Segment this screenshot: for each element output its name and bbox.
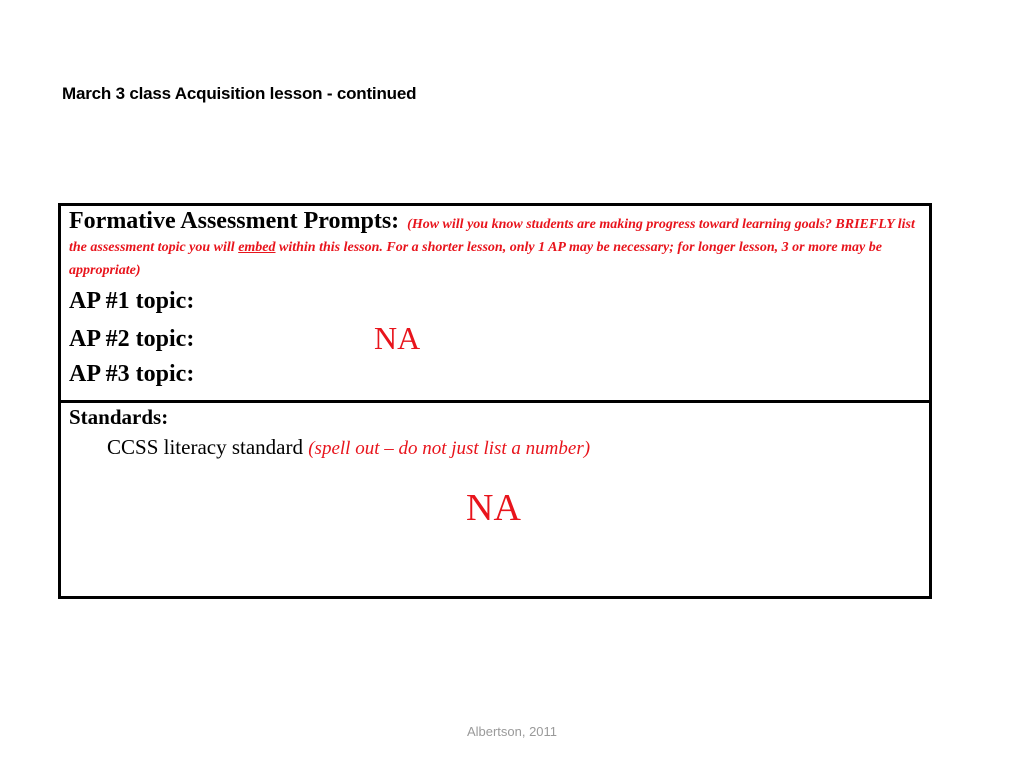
slide-title: March 3 class Acquisition lesson - continued [62,84,417,103]
ccss-standard-line [107,435,590,460]
ap2-topic-label: AP #2 topic: [69,326,195,352]
standards-cell [61,403,929,596]
ap-answer-na: NA [374,320,421,356]
formative-assessment-cell [61,206,929,403]
ccss-standard-note: (spell out – do not just list a number) [308,438,591,459]
ccss-standard-label: CCSS literacy standard [107,435,303,459]
instructions-embed-word: embed [238,240,276,255]
instructions-text-2: within this lesson. For a shorter lesson, only 1 AP may be necessary; for longer lesson, 3 or more may be appropriate) [69,240,882,278]
instructions-text-1: (How will you know students are making progress toward learning goals? BRIEFLY list the assessment topic you will [69,217,915,255]
formative-assessment-heading-block [69,210,927,282]
standards-label: Standards: [69,405,169,429]
ap1-topic-label: AP #1 topic: [69,288,195,314]
standards-answer-na: NA [466,487,521,529]
formative-assessment-heading: Formative Assessment Prompts: [69,208,400,234]
lesson-plan-table [58,203,932,599]
slide-footer: Albertson, 2011 [466,724,558,739]
ap3-topic-label: AP #3 topic: [69,361,195,387]
